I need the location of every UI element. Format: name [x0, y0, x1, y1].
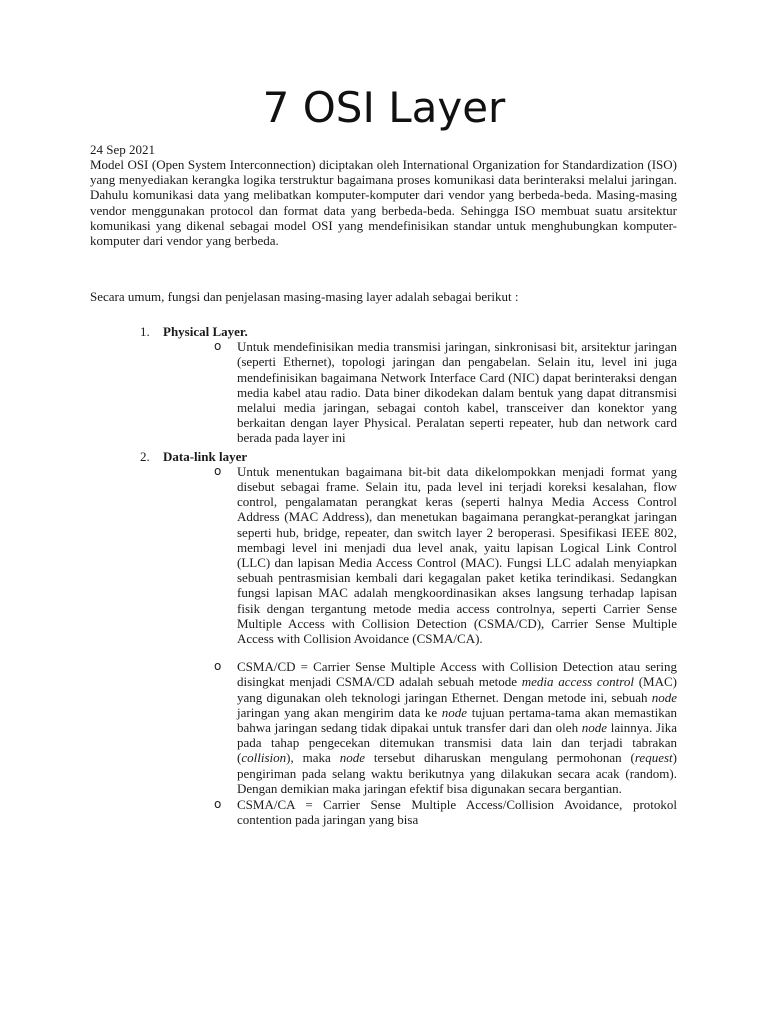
- layer-number: 1.: [140, 324, 150, 339]
- layer-title: Data-link layer: [163, 448, 248, 464]
- list-item: [90, 659, 677, 796]
- list-item: [90, 339, 677, 445]
- list-item: [90, 797, 677, 827]
- layer-number: 2.: [140, 448, 150, 464]
- bullet-text: Untuk mendefinisikan media transmisi jaringan, sinkronisasi bit, arsitektur jaringan (seperti Ethernet), topologi jaringan dan pengabelan. Selain itu, level ini juga mendefinisikan bagaimana Network Interface Card (NIC) dapat berinteraksi dengan media kabel atau radio. Data biner dikodekan dalam bentuk yang dapat ditransmisi melalui media jaringan, sebagai contoh kabel, transceiver dan konektor yang berkaitan dengan layer Physical. Peralatan seperti repeater, hub dan network card berada pada layer ini: [237, 339, 677, 446]
- page-title: 7 OSI Layer: [262, 83, 506, 132]
- list-item: [90, 464, 677, 646]
- layer-bullets: [90, 464, 677, 828]
- layer-item-physical: [90, 324, 677, 446]
- bullet-text: Untuk menentukan bagaimana bit-bit data dikelompokkan menjadi format yang disebut sebagai frame. Selain itu, pada level ini terjadi koreksi kesalahan, flow control, pengalamatan perangkat keras (seperti halnya Media Access Control Address (MAC Address), dan menetukan bagaimana perangkat-perangkat jaringan seperti hub, bridge, repeater, dan switch layer 2 beroperasi. Spesifikasi IEEE 802, membagi level ini menjadi dua level anak, yaitu lapisan Logical Link Control (LLC) dan lapisan Media Access Control (MAC). Fungsi LLC adalah menyiapkan sebuah pentrasmisian kembali dari kegagalan paket ketika terindikasi. Sedangkan fungsi lapisan MAC adalah mengkoordinasikan akses langsung terhadap lapisan fisik dengan tergantung metode media access controlnya, seperti Carrier Sense Multiple Access with Collision Detection (CSMA/CD), Carrier Sense Multiple Access with Collision Avoidance (CSMA/CA).: [237, 463, 677, 647]
- layer-item-data-link: [90, 449, 677, 828]
- lead-sentence: Secara umum, fungsi dan penjelasan masing-masing layer adalah sebagai berikut :: [90, 289, 519, 304]
- intro-paragraph: Model OSI (Open System Interconnection) diciptakan oleh International Organization for Standardization (ISO) yang menyediakan kerangka logika terstruktur bagaimana proses komunikasi data berinteraksi melalui jaringan. Dahulu komunikasi data yang melibatkan komputer-komputer dari vendor yang berbeda-beda. Masing-masing vendor menggunakan protocol dan format data yang berbeda-beda. Sehingga ISO membuat suatu arsitektur komunikasi yang dikenal sebagai model OSI yang mendefinisikan standar untuk menghubungkan komputer-komputer dari vendor yang berbeda.: [90, 157, 677, 249]
- bullet-circle-icon: o: [214, 463, 222, 478]
- layer-bullets: [90, 339, 677, 445]
- bullet-text-csma-ca: CSMA/CA = Carrier Sense Multiple Access/Collision Avoidance, protokol contention pada jaringan yang bisa: [237, 797, 677, 828]
- osi-layer-list: [90, 324, 677, 841]
- publish-date: 24 Sep 2021: [90, 142, 155, 157]
- bullet-circle-icon: o: [214, 797, 222, 812]
- bullet-circle-icon: o: [214, 339, 222, 354]
- bullet-text-csma-cd: CSMA/CD = Carrier Sense Multiple Access with Collision Detection atau sering disingkat menjadi CSMA/CD adalah sebuah metode media access control (MAC) yang digunakan oleh teknologi jaringan Ethernet. Dengan metode ini, sebuah node jaringan yang akan mengirim data ke node tujuan pertama-tama akan memastikan bahwa jaringan sedang tidak dipakai untuk transfer dari dan oleh node lainnya. Jika pada tahap pengecekan ditemukan transmisi data lain dan terjadi tabrakan (collision), maka node tersebut diharuskan mengulang permohonan (request) pengiriman pada selang waktu berikutnya yang dilakukan secara acak (random). Dengan demikian maka jaringan efektif bisa digunakan secara bergantian.: [237, 659, 677, 796]
- bullet-circle-icon: o: [214, 659, 222, 674]
- layer-title: Physical Layer.: [163, 324, 248, 339]
